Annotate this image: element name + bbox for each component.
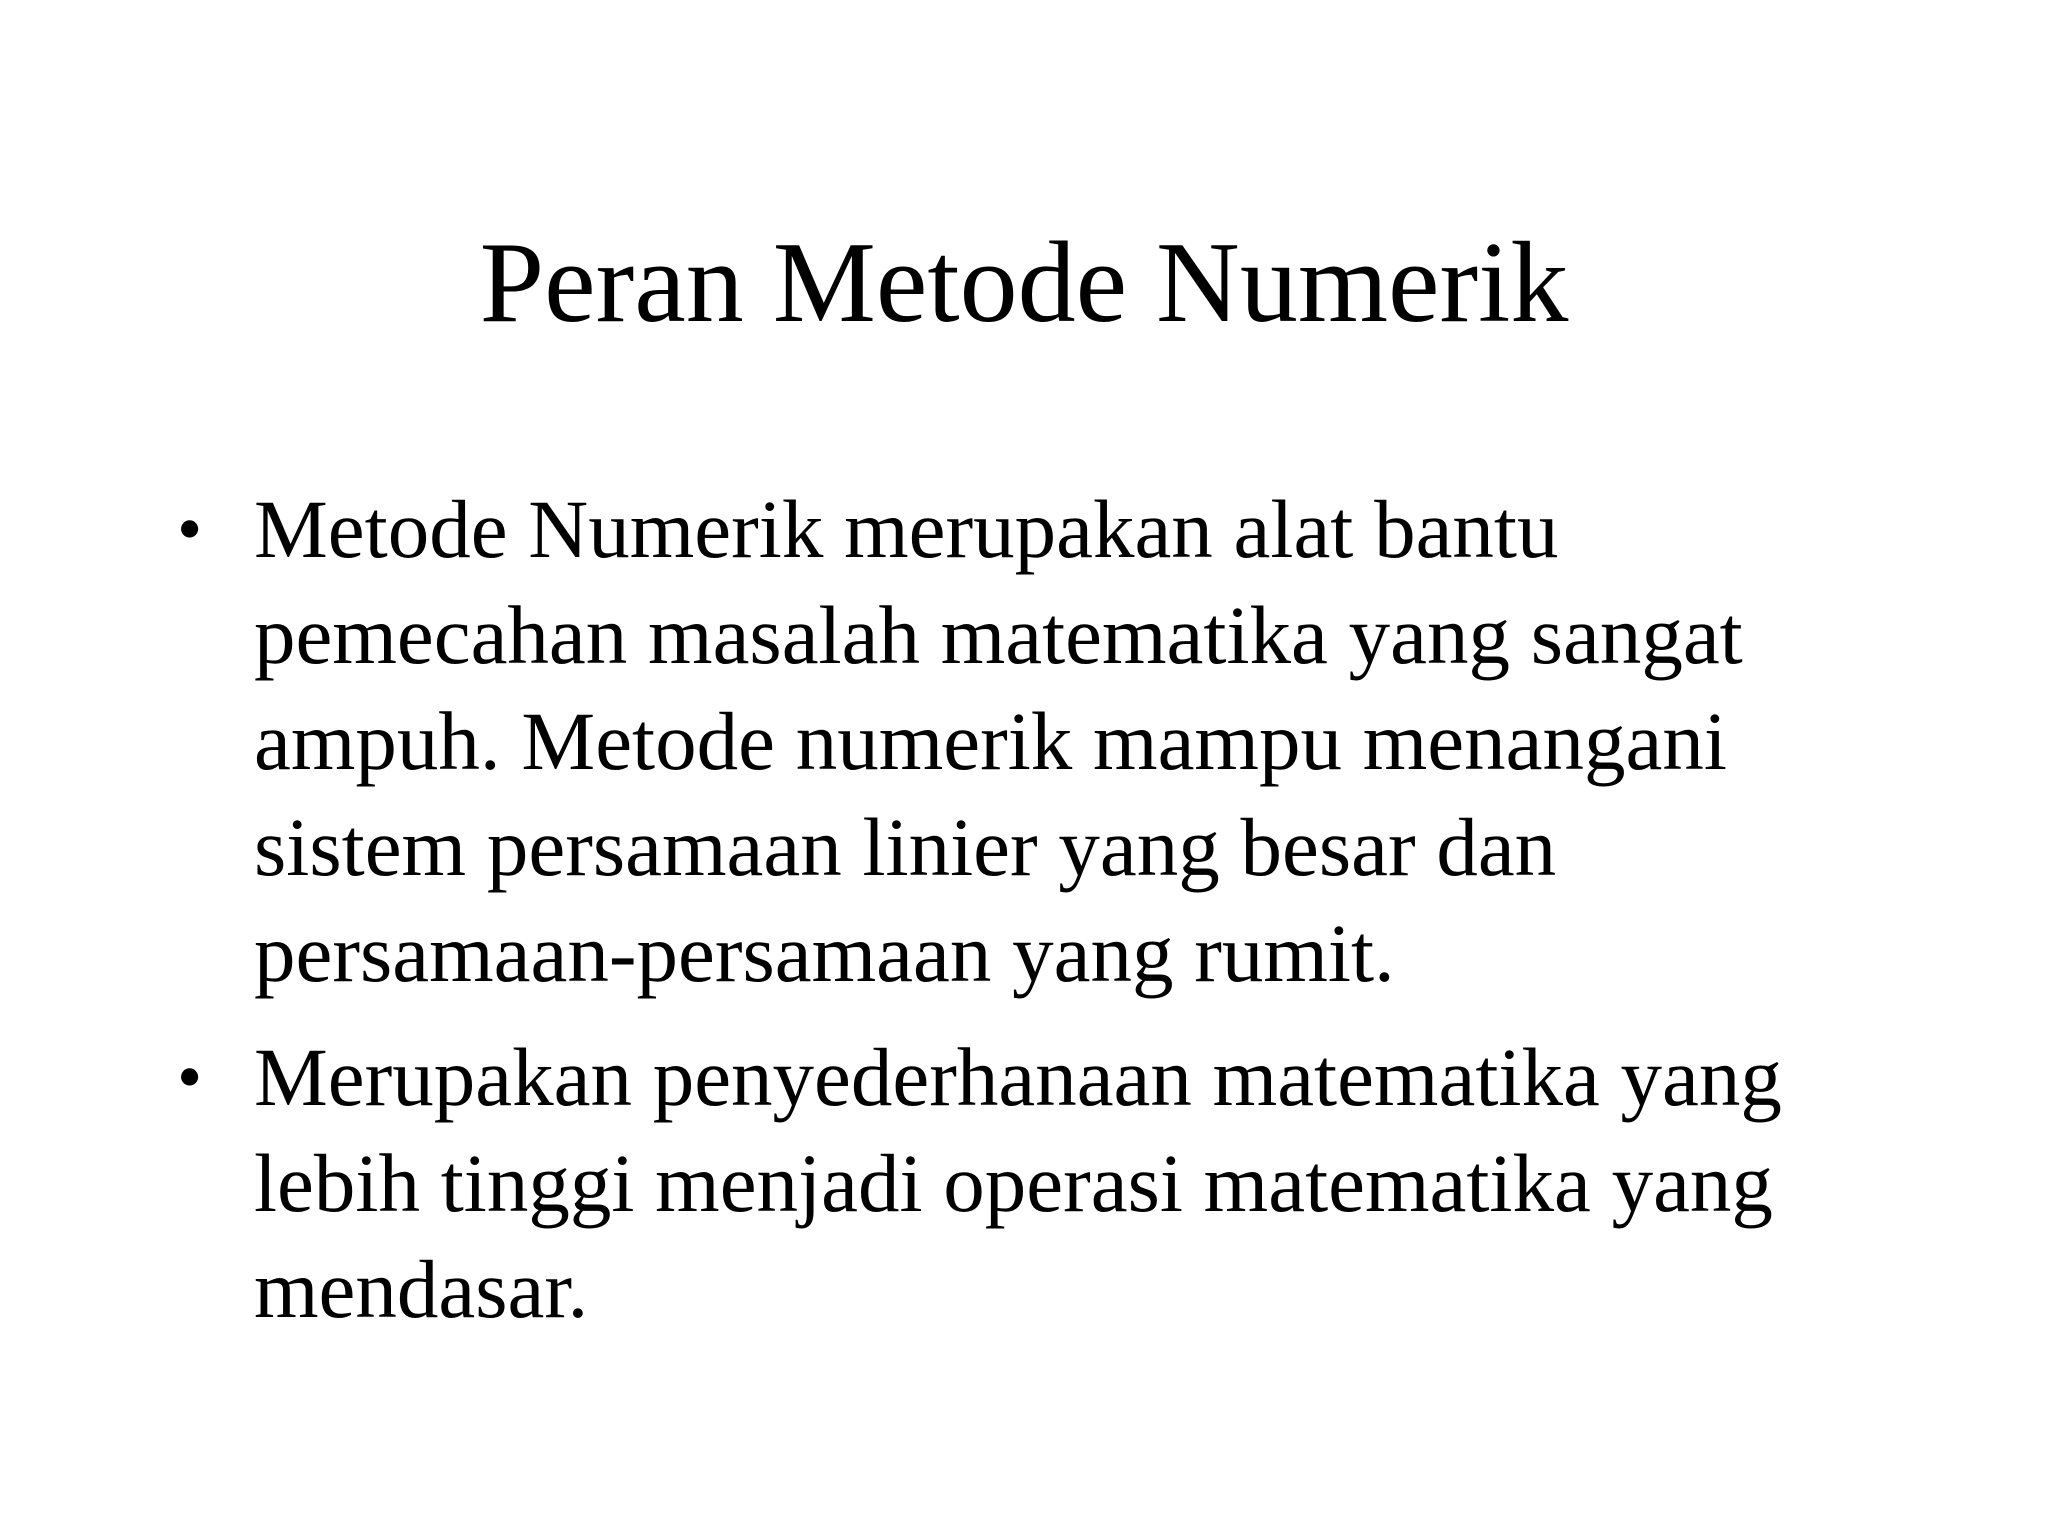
bullet-text-1: Metode Numerik merupakan alat bantu pemecahan masalah matematika yang sangat ampuh. Metode numerik mampu menangani sistem persamaan linier yang besar dan persamaan-persamaan yang rumit. xyxy=(254,483,1743,999)
bullet-item-2 xyxy=(175,1024,1815,1342)
bullet-list xyxy=(175,476,1815,1360)
bullet-text-2: Merupakan penyederhanaan matematika yang lebih tinggi menjadi operasi matematika yang mendasar. xyxy=(254,1031,1782,1335)
bullet-item-1 xyxy=(175,476,1815,1006)
bullet-icon: • xyxy=(177,1037,203,1117)
slide-title: Peran Metode Numerik xyxy=(479,219,1569,347)
bullet-icon: • xyxy=(177,489,203,569)
